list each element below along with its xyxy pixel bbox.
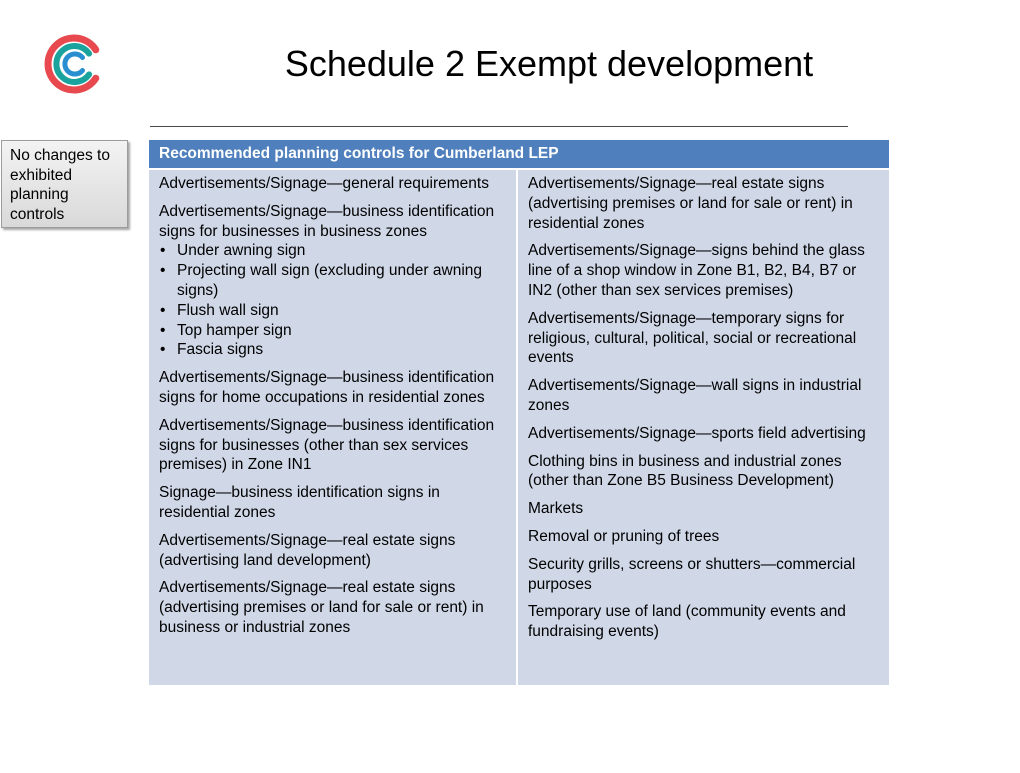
control-item-text: Advertisements/Signage—real estate signs (advertising premises or land for sale or rent) in business or industrial zones (159, 579, 484, 636)
sign-type-bullet: • Top hamper sign (159, 321, 510, 341)
sign-types-list (159, 241, 510, 360)
table-header: Recommended planning controls for Cumberland LEP (149, 140, 889, 168)
sign-type-bullet: • Fascia signs (159, 340, 510, 360)
control-item (528, 555, 883, 595)
control-item (528, 376, 883, 416)
control-item (528, 527, 883, 547)
control-item-text: Advertisements/Signage—signs behind the glass line of a shop window in Zone B1, B2, B4, B7 or IN2 (other than sex services premises) (528, 242, 865, 299)
control-item-text: Advertisements/Signage—real estate signs (advertising premises or land for sale or rent) in residential zones (528, 175, 853, 232)
table-body (149, 168, 889, 685)
control-item-text: Advertisements/Signage—business identification signs for businesses (other than sex services premises) in Zone IN1 (159, 416, 495, 474)
note-callout: No changes to exhibited planning controls (1, 140, 128, 228)
control-item (159, 578, 510, 637)
control-item (159, 531, 510, 571)
title-divider (150, 126, 848, 127)
control-item-text: Clothing bins in business and industrial zones (other than Zone B5 Business Development) (528, 452, 842, 490)
sign-type-bullet: • Under awning sign (159, 241, 510, 261)
control-item-text: Advertisements/Signage—business identification signs for businesses in business zones (159, 202, 495, 240)
control-item (528, 602, 883, 642)
cumberland-logo-icon (44, 33, 104, 95)
control-item (528, 309, 883, 368)
right-column (518, 170, 889, 685)
control-item-text: Temporary use of land (community events and fundraising events) (528, 603, 846, 641)
left-column (149, 170, 518, 685)
control-item (159, 483, 510, 523)
control-item (159, 202, 510, 360)
control-item (528, 174, 883, 233)
control-item-text: Advertisements/Signage—real estate signs (advertising land development) (159, 531, 456, 569)
control-item-text: Advertisements/Signage—wall signs in industrial zones (528, 377, 862, 414)
sign-type-bullet: • Projecting wall sign (excluding under awning signs) (159, 261, 510, 301)
control-item-text: Signage—business identification signs in residential zones (159, 484, 440, 521)
slide-title: Schedule 2 Exempt development (284, 43, 814, 84)
control-item (528, 241, 883, 300)
control-item (159, 368, 510, 408)
control-item (159, 416, 510, 475)
control-item-text: Markets (528, 500, 584, 518)
control-item (528, 452, 883, 492)
control-item-text: Removal or pruning of trees (528, 527, 720, 545)
control-item-text: Advertisements/Signage—temporary signs for religious, cultural, political, social or recreational events (528, 309, 857, 367)
control-item-text: Advertisements/Signage—sports field advertising (528, 424, 866, 442)
control-item-text: Advertisements/Signage—business identification signs for home occupations in residential zones (159, 369, 495, 406)
sign-type-bullet: • Flush wall sign (159, 301, 510, 321)
planning-controls-table (149, 140, 889, 685)
control-item-text: Security grills, screens or shutters—commercial purposes (528, 555, 856, 593)
control-item-text: Advertisements/Signage—general requirements (159, 175, 489, 192)
control-item (528, 424, 883, 444)
control-item (528, 499, 883, 519)
control-item (159, 174, 510, 194)
